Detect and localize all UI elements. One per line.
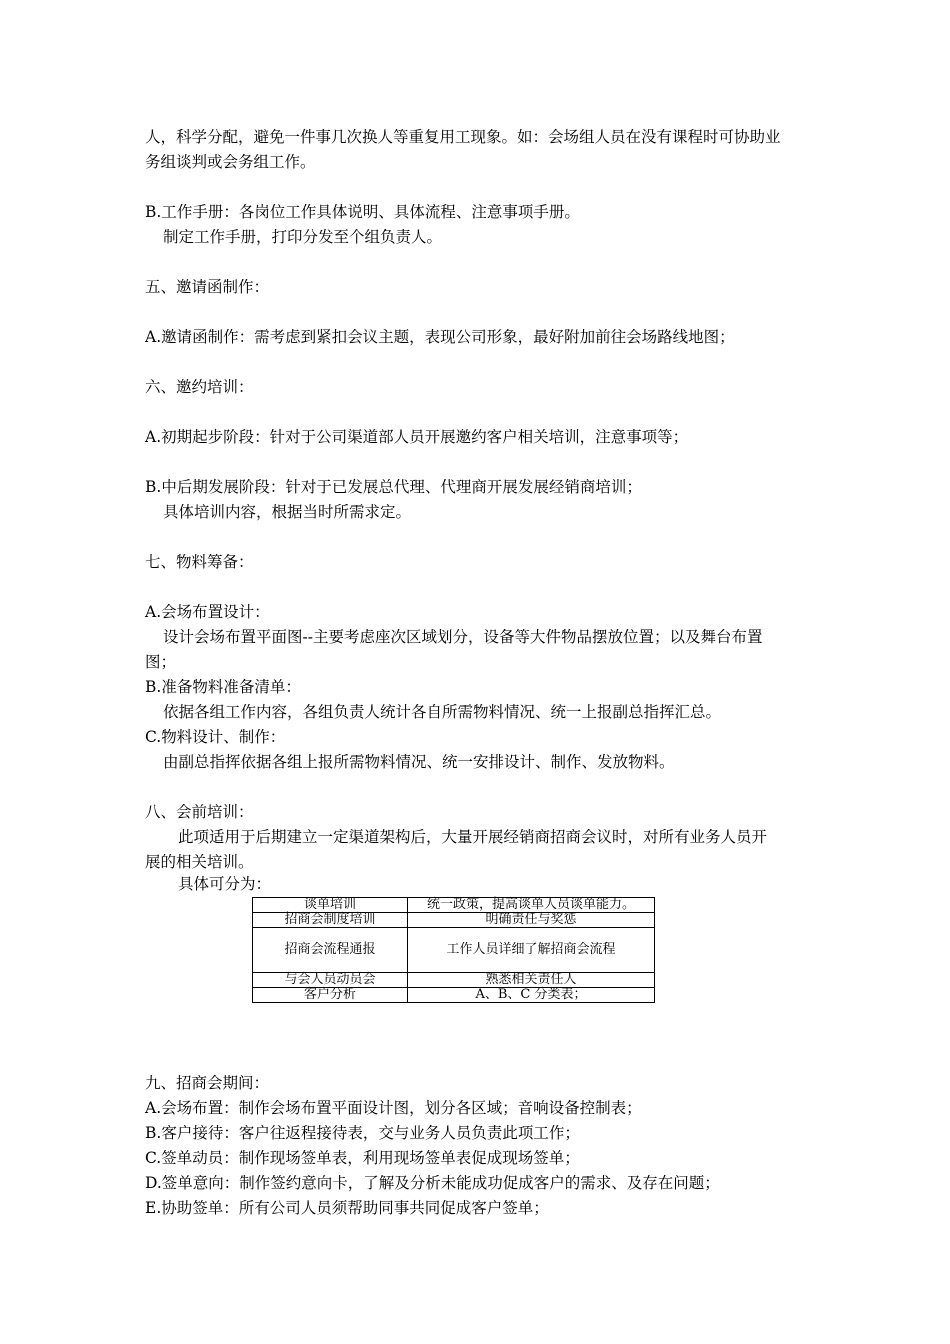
section-9-item-d: D.签单意向：制作签约意向卡，了解及分析未能成功促成客户的需求、及存在问题； [145, 1174, 720, 1192]
section-heading-9: 九、招商会期间： [145, 1074, 270, 1092]
training-table [252, 897, 655, 1003]
section-7-item-c-detail: 由副总指挥依据各组上报所需物料情况、统一安排设计、制作、发放物料。 [163, 753, 675, 771]
table-cell-item: 客户分析 [253, 988, 408, 1003]
section-6-item-b-note: 具体培训内容，根据当时所需求定。 [163, 503, 412, 521]
section-8-paragraph-cont: 展的相关培训。 [145, 853, 254, 871]
section-7-item-a-detail-cont: 图； [145, 653, 177, 671]
table-cell-item: 谈单培训 [253, 898, 408, 913]
table-cell-item: 招商会流程通报 [253, 928, 408, 973]
table-row [253, 928, 655, 973]
section-7-item-b-detail: 依据各组工作内容，各组负责人统计各自所需物料情况、统一上报副总指挥汇总。 [163, 703, 722, 721]
section-heading-6: 六、邀约培训： [145, 378, 254, 396]
section-7-item-a: A.会场布置设计： [145, 603, 270, 621]
section-9-item-e: E.协助签单：所有公司人员须帮助同事共同促成客户签单； [145, 1199, 549, 1217]
section-8-paragraph: 此项适用于后期建立一定渠道架构后，大量开展经销商招商会议时，对所有业务人员开 [178, 828, 768, 846]
section-6-item-a: A.初期起步阶段：针对于公司渠道部人员开展邀约客户相关培训，注意事项等； [145, 428, 689, 446]
section-5-item-a: A.邀请函制作：需考虑到紧扣会议主题，表现公司形象，最好附加前往会场路线地图； [145, 328, 735, 346]
section-heading-8: 八、会前培训： [145, 803, 254, 821]
table-cell-desc: A、B、C 分类表； [408, 988, 655, 1003]
section-7-item-c: C.物料设计、制作： [145, 728, 286, 746]
section-7-item-b: B.准备物料准备清单： [145, 678, 301, 696]
table-cell-desc: 工作人员详细了解招商会流程 [408, 928, 655, 973]
section-heading-5: 五、邀请函制作： [145, 278, 270, 296]
table-cell-desc: 统一政策，提高谈单人员谈单能力。 [408, 898, 655, 913]
table-row [253, 973, 655, 988]
table-row [253, 913, 655, 928]
section-6-item-b: B.中后期发展阶段：针对于已发展总代理、代理商开展发展经销商培训； [145, 478, 642, 496]
paragraph-line: 人，科学分配，避免一件事几次换人等重复用工现象。如：会场组人员在没有课程时可协助业 [145, 128, 781, 146]
section-heading-7: 七、物料筹备： [145, 553, 254, 571]
table-cell-desc: 明确责任与奖惩 [408, 913, 655, 928]
table-row [253, 898, 655, 913]
paragraph-line: 务组谈判或会务组工作。 [145, 153, 316, 171]
section-7-item-a-detail: 设计会场布置平面图--主要考虑座次区域划分，设备等大件物品摆放位置；以及舞台布置 [163, 628, 763, 646]
section-9-item-a: A.会场布置：制作会场布置平面设计图，划分各区域；音响设备控制表； [145, 1099, 642, 1117]
table-cell-item: 与会人员动员会 [253, 973, 408, 988]
table-cell-item: 招商会制度培训 [253, 913, 408, 928]
manual-item: B.工作手册：各岗位工作具体说明、具体流程、注意事项手册。 [145, 203, 580, 221]
section-8-list-intro: 具体可分为： [178, 875, 272, 893]
table-cell-desc: 熟悉相关责任人 [408, 973, 655, 988]
manual-note: 制定工作手册，打印分发至个组负责人。 [163, 228, 443, 246]
section-9-item-c: C.签单动员：制作现场签单表，利用现场签单表促成现场签单； [145, 1149, 580, 1167]
table-row [253, 988, 655, 1003]
section-9-item-b: B.客户接待：客户往返程接待表，交与业务人员负责此项工作； [145, 1124, 580, 1142]
